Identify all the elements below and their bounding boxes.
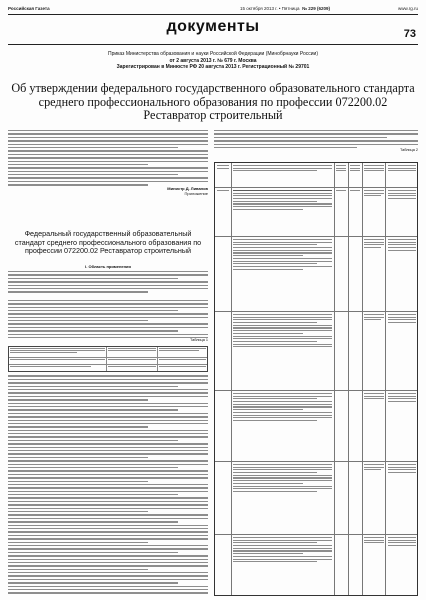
issue-number: № 229 (6209): [302, 6, 331, 11]
page-number: 73: [403, 28, 416, 40]
masthead: [8, 4, 418, 15]
order-organization: Приказ Министерства образования и науки Российской Федерации (Минобрнауки России): [107, 51, 319, 57]
table-1-label: Таблица 1: [189, 338, 208, 343]
standard-body: [8, 262, 208, 596]
preamble-text: [8, 130, 208, 225]
order-registration: Зарегистрирован в Минюсте РФ 20 августа 2013 г. Регистрационный № 29701: [116, 64, 310, 70]
order-header: [20, 51, 406, 71]
section-heading: I. Область применения: [85, 264, 131, 269]
standard-title: Федеральный государственный образовательный стандарт среднего профессионального образования по профессии 072200.02 Реставратор строительный: [14, 229, 202, 256]
right-intro-text: [214, 130, 418, 158]
section-divider: [8, 44, 418, 45]
website: www.rg.ru: [397, 6, 418, 11]
table-row: [215, 187, 417, 236]
table-row: [215, 534, 417, 596]
structure-table: [214, 162, 418, 596]
standard-title-block: [14, 226, 202, 256]
table-row: [215, 461, 417, 534]
publication-name: Российская Газета: [8, 6, 50, 11]
table-1: [8, 346, 208, 372]
appendix-label: Приложение: [184, 190, 208, 196]
table-header-row: [215, 163, 417, 187]
table-2-label: Таблица 2: [399, 148, 418, 153]
table-row: [215, 311, 417, 390]
document-headline: Об утверждении федерального государственного образовательного стандарта среднего профессионального образования по профессии 072200.02 Реставратор строительный: [11, 81, 415, 122]
table-row: [215, 236, 417, 311]
table-row: [215, 390, 417, 461]
order-number: от 2 августа 2013 г. № 679 г. Москва: [169, 57, 257, 64]
issue-date: 15 октября 2013 г. • Пятница: [240, 6, 300, 11]
section-title: документы: [166, 18, 260, 35]
signer: Министр Д. Ливанов: [167, 185, 208, 191]
